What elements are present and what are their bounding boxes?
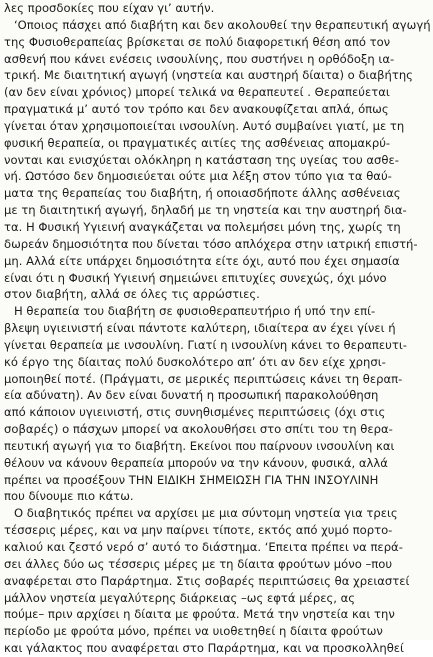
text-line: βλεψη υγιεινιστή είναι πάντοτε καλύτερη, ιδιαίτερα αν έχει γίνει ή <box>4 321 396 336</box>
text-line: ‘Οποιος πάσχει από διαβήτη και δεν ακολουθεί την θεραπευτική αγωγή <box>14 17 431 32</box>
text-line: σοβαρές) ο πάσχων μπορεί να ακολουθήσει στο σπίτι του τη θερα- <box>4 422 393 437</box>
text-line: ασθενή που κάνει ενέσεις ινσουλίνης, που συστήνει η ορθόδοξη ια- <box>4 51 395 66</box>
text-line: πραγματικά μ’ αυτό τον τρόπο και δεν ανακουφίζεται απλά, όπως <box>4 102 389 117</box>
text-line: δωρεάν δημοσιότητα που δίνεται τόσο απλόχερα στην ιατρική επιστή- <box>4 236 418 251</box>
text-line: περίοδο με φρούτα μόνο, πρέπει να υιοθετηθεί η δίαιτα φρούτων <box>4 624 383 639</box>
text-line: γίνεται θεραπεία με ινσουλίνη. Γιατί η ινσουλίνη κάνει το θεραπευτι- <box>4 337 407 352</box>
text-line: πούμε– πριν αρχίσει η δίαιτα με φρούτα. Μετά την νηστεία και την <box>4 607 395 622</box>
body-text <box>4 0 429 657</box>
text-line: (αν δεν είναι χρόνιος) μπορεί τελικά να θεραπευτεί . Θεραπεύεται <box>4 85 390 100</box>
text-line: ματα της θεραπείας του διαβήτη, ή οποιασδήποτε άλλης ασθένειας <box>4 186 401 201</box>
text-line: που δίνουμε πιο κάτω. <box>4 489 134 504</box>
text-line: σει άλλες δύο ως τέσσερις μέρες με τη δίαιτα φρούτων μόνο –που <box>4 556 393 571</box>
text-line: μη. Αλλά είτε υπάρχει δημοσιότητα είτε όχι, αυτό που έχει σημασία <box>4 253 400 268</box>
text-line: κό έργο της δίαιτας πολύ δυσκολότερο απ’ ότι αν δεν είχε χρησι- <box>4 354 386 369</box>
text-line: νονται και ενισχύεται ολόκληρη η κατάσταση της υγείας του ασθε- <box>4 152 399 167</box>
text-line: είναι ότι η Φυσική Υγιεινή σημειώνει επιτυχίες συνεχώς, όχι μόνο <box>4 270 387 285</box>
text-line: της Φυσιοθεραπείας βρίσκεται σε πολύ διαφορετική θέση από τον <box>4 34 391 49</box>
text-line: από κάποιον υγιεινιστή, στις συνηθισμένες περιπτώσεις (όχι στις <box>4 405 386 420</box>
text-line: στον διαβήτη, αλλά σε όλες τις αρρώστιες. <box>4 287 260 302</box>
text-line: πευτική αγωγή για το διαβήτη. Εκείνοι που παίρνουν ινσουλίνη και <box>4 438 395 453</box>
text-line: Ο διαβητικός πρέπει να αρχίσει με μια σύντομη νηστεία για τρεις <box>14 506 398 521</box>
text-line: εία αδύνατη). Αν δεν είναι δυνατή η προσωπική παρακολούθηση <box>4 388 379 403</box>
text-line: νή. Ωστόσο δεν δημοσιεύεται ούτε μια λέξη στον τύπο για τα θαύ- <box>4 169 392 184</box>
text-line: και γάλακτος που αναφέρεται στο Παράρτημα, και να προσκολληθεί <box>4 641 404 656</box>
text-line: αναφέρεται στο Παράρτημα. Στις σοβαρές περιπτώσεις θα χρειαστεί <box>4 573 410 588</box>
text-line: μάλλον νηστεία μεγαλύτερης διάρκειας –ως εφτά μέρες, ας <box>4 590 356 605</box>
text-line: λες προσδοκίες που είχαν γι’ αυτήν. <box>4 1 215 15</box>
text-line: φυσική θεραπεία, οι πραγματικές αιτίες της ασθένειας απομακρύ- <box>4 135 391 150</box>
text-line: Η θεραπεία του διαβήτη σε φυσιοθεραπευτήριο ή υπό την επί- <box>14 304 376 319</box>
text-line: τα. Η Φυσική Υγιεινή αναγκάζεται να πολεμήσει μόνη της, χωρίς τη <box>4 219 401 234</box>
text-line: τέσσερις μέρες, και να μην παίρνει τίποτε, εκτός από χυμό πορτο- <box>4 523 393 538</box>
text-line: θέλουν να κάνουν θεραπεία μπορούν να την κάνουν, φυσικά, αλλά <box>4 455 388 470</box>
text-line: πρέπει να προσέξουν ΤΗΝ ΕΙΔΙΚΗ ΣΗΜΕΙΩΣΗ ΓΙΑ ΤΗΝ ΙΝΣΟΥΛΙΝΗ <box>4 472 379 487</box>
text-line: με τη διαιτητική αγωγή, δηλαδή με τη νηστεία και την αυστηρή δια- <box>4 203 407 218</box>
text-line: τρική. Με διαιτητική αγωγή (νηστεία και αυστηρή δίαιτα) ο διαβήτης <box>4 68 413 83</box>
text-line: μοποιηθεί ποτέ. (Πράγματι, σε μερικές περιπτώσεις κάνει τη θεραπ- <box>4 371 403 386</box>
text-line: γίνεται όταν χρησιμοποιείται ινσουλίνη. Αυτό συμβαίνει γιατί, με τη <box>4 118 405 133</box>
text-line: καλιού και ζεστό νερό σ’ αυτό το διάστημα. ‘Επειτα πρέπει να περά- <box>4 540 403 554</box>
